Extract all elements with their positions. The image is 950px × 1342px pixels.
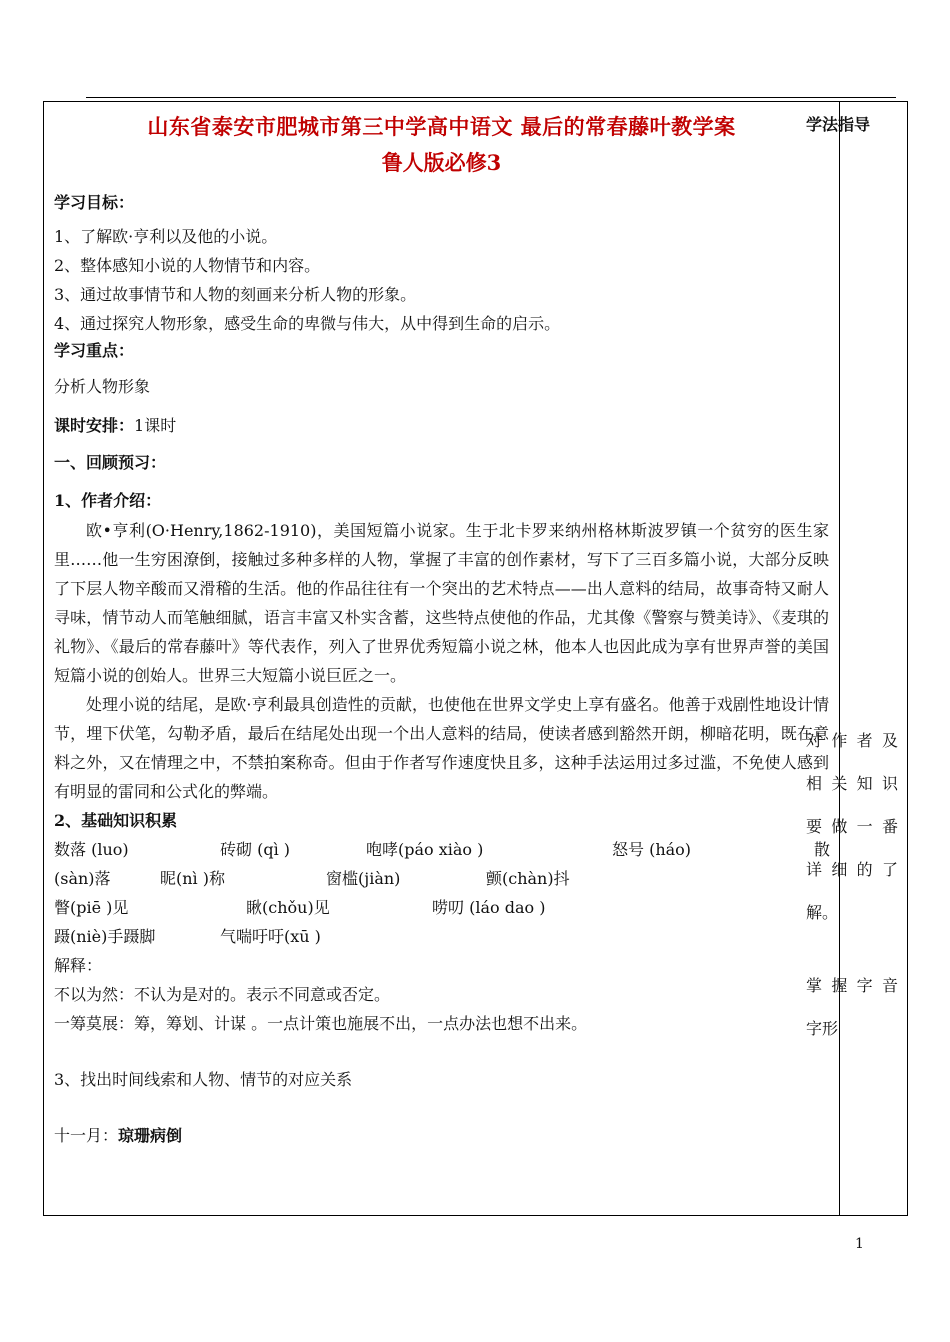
sidebar-note-line: 要做一番 (806, 817, 898, 836)
objective-item: 1、了解欧·亨利以及他的小说。 (54, 227, 278, 246)
pinyin-row (54, 893, 829, 922)
objective-item: 4、通过探究人物形象，感受生命的卑微与伟大，从中得到生命的启示。 (54, 314, 561, 333)
author-paragraph-2: 处理小说的结尾，是欧·亨利最具创造性的贡献，也使他在世界文学史上享有盛名。他善于戏剧性地设计情节，埋下伏笔，勾勒矛盾，最后在结尾处出现一个出人意料的结局，使读者感到豁然开朗，柳暗花明，既在意料之外，又在情理之中，不禁拍案称奇。但由于作者写作速度快且多，这种手法运用过多过滥，不免使人感到有明显的雷同和公式化的弊端。 (54, 695, 829, 801)
schedule-label: 课时安排： (54, 416, 135, 435)
pinyin-item: 蹑(niè)手蹑脚 (54, 927, 156, 946)
timeline-month: 十一月： (54, 1126, 119, 1145)
author-heading: 1、作者介绍： (54, 491, 162, 510)
review-heading: 一、回顾预习： (54, 453, 167, 472)
content-table (43, 101, 908, 1216)
pinyin-item: 唠叨 (láo dao ) (432, 898, 546, 917)
focus-heading: 学习重点： (54, 341, 135, 360)
pinyin-row (54, 922, 829, 951)
pinyin-row (54, 835, 829, 864)
sidebar-note-author (806, 719, 898, 934)
pinyin-item: 窗槛(jiàn) (326, 869, 401, 888)
pinyin-item: 砖砌 (qì ) (220, 840, 291, 859)
timeline-row (54, 1121, 829, 1150)
pinyin-item: 瞅(chǒu)见 (246, 898, 330, 917)
focus-text: 分析人物形象 (54, 377, 151, 396)
page-number: 1 (855, 1236, 864, 1252)
pinyin-item: 散 (814, 840, 831, 859)
sidebar-note-pinyin (806, 964, 898, 1050)
explain-item: 一筹莫展：筹，筹划、计谋 。一点计策也施展不出，一点办法也想不出来。 (54, 1014, 588, 1033)
pinyin-item: 气喘吁吁(xū ) (220, 927, 321, 946)
sidebar-note-line: 相关知识 (806, 774, 898, 793)
explain-label: 解释： (54, 956, 103, 975)
pinyin-item: 咆哮(páo xiào ) (366, 840, 484, 859)
sidebar-note-line: 解。 (806, 903, 839, 922)
pinyin-item: 颤(chàn)抖 (486, 869, 570, 888)
pinyin-item: 昵(nì )称 (160, 869, 225, 888)
pinyin-item: 数落 (luo) (54, 840, 129, 859)
document-title: 山东省泰安市肥城市第三中学高中语文 最后的常春藤叶教学案 (147, 114, 736, 139)
sidebar-note-line: 掌握字音 (806, 976, 898, 995)
timeline-event: 琼珊病倒 (118, 1126, 183, 1145)
sidebar-note-line: 详细的了 (806, 860, 898, 879)
objectives-heading: 学习目标： (54, 193, 135, 212)
timeline-heading: 3、找出时间线索和人物、情节的对应关系 (54, 1070, 353, 1089)
explain-item: 不以为然：不认为是对的。表示不同意或否定。 (54, 985, 391, 1004)
pinyin-item: (sàn)落 (54, 869, 111, 888)
sidebar-note-line: 对作者及 (806, 731, 898, 750)
main-column (54, 102, 829, 1150)
schedule-value: 1课时 (134, 416, 177, 435)
pinyin-item: 怒号 (háo) (612, 840, 692, 859)
objective-item: 2、整体感知小说的人物情节和内容。 (54, 256, 321, 275)
pinyin-row (54, 864, 829, 893)
author-paragraph-1: 欧•亨利(O·Henry,1862-1910)，美国短篇小说家。生于北卡罗来纳州格林斯波罗镇一个贫穷的医生家里……他一生穷困潦倒，接触过多种多样的人物，掌握了丰富的创作素材，写下了三百多篇小说，大部分反映了下层人物辛酸而又滑稽的生活。他的作品往往有一个突出的艺术特点——出人意料的结局，故事奇特又耐人寻味，情节动人而笔触细腻，语言丰富又朴实含蓄，这些特点使他的作品，尤其像《警察与赞美诗》、《麦琪的礼物》、《最后的常春藤叶》等代表作，列入了世界优秀短篇小说之林，他本人也因此成为享有世界声誉的美国短篇小说的创始人。世界三大短篇小说巨匠之一。 (54, 521, 829, 685)
sidebar-note-line: 字形 (806, 1019, 839, 1038)
header-rule (86, 97, 896, 98)
basics-heading: 2、基础知识积累 (54, 811, 178, 830)
document-subtitle: 鲁人版必修3 (381, 150, 502, 175)
objective-item: 3、通过故事情节和人物的刻画来分析人物的形象。 (54, 285, 417, 304)
schedule-line (54, 411, 829, 440)
sidebar-heading: 学法指导 (806, 115, 871, 134)
pinyin-item: 瞥(piē )见 (54, 898, 129, 917)
